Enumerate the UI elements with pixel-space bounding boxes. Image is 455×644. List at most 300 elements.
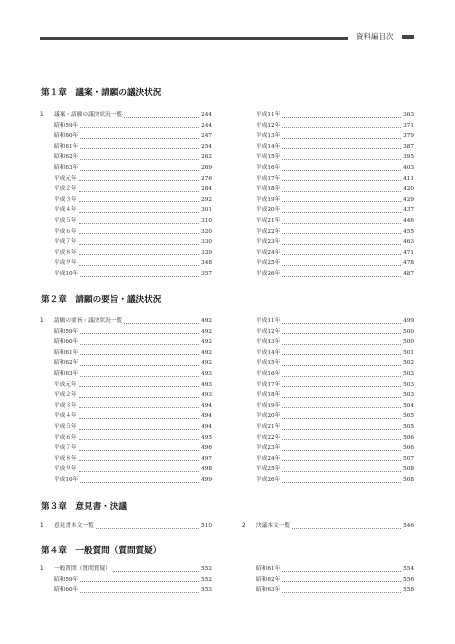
- toc-entry-text: 一般質問（質問質疑）: [54, 566, 111, 572]
- toc-entry[interactable]: [242, 454, 414, 465]
- toc-entry-text: 平成元年: [54, 381, 77, 388]
- running-header: 資料編目次: [356, 32, 394, 41]
- dot-leader: [282, 191, 401, 192]
- toc-entry-page: 497: [201, 455, 212, 462]
- toc-entry[interactable]: [40, 422, 212, 433]
- toc-entry[interactable]: [40, 521, 212, 532]
- toc-entry-label: [40, 258, 77, 269]
- dot-leader: [282, 170, 401, 171]
- dot-leader: [79, 450, 199, 451]
- toc-entry-text: 平成13年: [256, 339, 281, 346]
- toc-entry-page: 503: [403, 370, 414, 377]
- dot-leader: [79, 407, 199, 408]
- toc-entry-page: 494: [201, 402, 212, 409]
- toc-entry-label: [40, 174, 77, 185]
- toc-entry[interactable]: [242, 401, 414, 412]
- toc-entry[interactable]: [40, 433, 212, 444]
- toc-entry-label: [242, 142, 280, 153]
- toc-entry[interactable]: [242, 358, 414, 369]
- toc-entry[interactable]: [242, 237, 414, 248]
- toc-entry-page: 503: [403, 392, 414, 399]
- toc-entry[interactable]: [40, 248, 212, 259]
- toc-entry-label: [40, 131, 78, 142]
- toc-entry[interactable]: [242, 433, 414, 444]
- toc-entry-page: 502: [403, 360, 414, 367]
- toc-entry-label: [40, 216, 77, 227]
- toc-entry-text: 平成６年: [54, 434, 77, 441]
- toc-entry[interactable]: [242, 163, 414, 174]
- dot-leader: [292, 528, 401, 529]
- toc-entry[interactable]: [40, 575, 212, 586]
- toc-entry[interactable]: [40, 121, 212, 132]
- dot-leader: [80, 127, 199, 128]
- toc-entry-text: 平成５年: [54, 217, 77, 224]
- toc-entry-page: 553: [201, 587, 212, 594]
- toc-entry[interactable]: [40, 316, 212, 327]
- toc-entry-page: 500: [403, 339, 414, 346]
- dot-leader: [79, 429, 199, 430]
- toc-entry-label: [242, 258, 280, 269]
- dot-leader: [282, 418, 401, 419]
- chapter-title: 第３章 意見書・決議: [41, 502, 127, 512]
- toc-entry-text: 平成25年: [256, 466, 281, 473]
- toc-entry[interactable]: [40, 152, 212, 163]
- dot-leader: [282, 482, 401, 483]
- toc-entry-label: [242, 337, 280, 348]
- toc-entry-label: [242, 521, 290, 532]
- toc-column-left: [40, 521, 212, 532]
- dot-leader: [282, 333, 401, 334]
- toc-entry[interactable]: [242, 521, 414, 532]
- toc-entry-label: [242, 401, 280, 412]
- toc-entry-page: 558: [403, 587, 414, 594]
- toc-entry[interactable]: [242, 131, 414, 142]
- toc-entry-text: 平成16年: [256, 370, 281, 377]
- toc-entry-label: [40, 110, 122, 121]
- toc-entry-text: 平成17年: [256, 381, 281, 388]
- toc-column-right: [242, 521, 414, 532]
- dot-leader: [282, 244, 401, 245]
- toc-entry-text: 平成16年: [256, 164, 281, 171]
- toc-column-right: [242, 316, 414, 486]
- dot-leader: [282, 117, 401, 118]
- toc-entry-label: [40, 390, 77, 401]
- toc-entry[interactable]: [242, 585, 414, 596]
- toc-entry-page: 387: [403, 143, 414, 150]
- dot-leader: [282, 223, 401, 224]
- toc-entry[interactable]: [40, 142, 212, 153]
- toc-entry[interactable]: [40, 380, 212, 391]
- dot-leader: [79, 254, 199, 255]
- toc-entry-text: 請願の要旨・議決状況一覧: [54, 318, 123, 324]
- toc-entry-text: 平成７年: [54, 239, 77, 246]
- toc-entry-label: [242, 237, 280, 248]
- toc-entry-page: 395: [403, 154, 414, 161]
- toc-entry-label: [40, 585, 78, 596]
- toc-entry-text: 平成25年: [256, 260, 281, 267]
- toc-entry-text: 平成７年: [54, 445, 77, 452]
- toc-entry-text: 平成11年: [256, 112, 281, 118]
- dot-leader: [79, 439, 199, 440]
- toc-column-right: [242, 110, 414, 280]
- toc-entry-label: [242, 564, 280, 575]
- toc-entry[interactable]: [242, 380, 414, 391]
- toc-entry[interactable]: [40, 227, 212, 238]
- toc-entry[interactable]: [40, 464, 212, 475]
- toc-entry-text: 昭和59年: [54, 122, 79, 129]
- toc-entry[interactable]: [242, 121, 414, 132]
- toc-entry-page: 357: [201, 270, 212, 277]
- toc-entry-label: [242, 110, 280, 121]
- toc-entry[interactable]: [40, 237, 212, 248]
- dot-leader: [80, 276, 199, 277]
- toc-entry-page: 494: [201, 413, 212, 420]
- toc-entry-page: 471: [403, 249, 414, 256]
- toc-entry-label: [40, 205, 77, 216]
- toc-entry[interactable]: [40, 337, 212, 348]
- dot-leader: [282, 460, 401, 461]
- dot-leader: [96, 528, 199, 529]
- toc-entry[interactable]: [242, 443, 414, 454]
- toc-entry-page: 437: [403, 207, 414, 214]
- dot-leader: [282, 138, 401, 139]
- dot-leader: [79, 265, 199, 266]
- toc-entry-text: 昭和61年: [54, 143, 79, 150]
- header-rule: [40, 37, 348, 40]
- toc-entry-page: 247: [201, 133, 212, 140]
- dot-leader: [80, 354, 199, 355]
- dot-leader: [79, 397, 199, 398]
- header-mark: [402, 35, 414, 39]
- toc-entry-label: [40, 163, 78, 174]
- toc-entry-page: 498: [201, 466, 212, 473]
- toc-entry[interactable]: [40, 110, 212, 121]
- toc-entry-page: 493: [201, 392, 212, 399]
- dot-leader: [80, 365, 199, 366]
- dot-leader: [282, 471, 401, 472]
- toc-entry-label: [242, 184, 280, 195]
- toc-entry[interactable]: [242, 174, 414, 185]
- toc-entry[interactable]: [242, 411, 414, 422]
- chapter-title: 第４章 一般質問（質問質疑）: [41, 546, 162, 556]
- toc-entry-page: 244: [201, 112, 212, 118]
- toc-entry-label: [242, 327, 280, 338]
- toc-entry[interactable]: [40, 369, 212, 380]
- toc-entry-label: [242, 269, 280, 280]
- toc-entry-label: [242, 411, 280, 422]
- toc-entry[interactable]: [40, 163, 212, 174]
- toc-entry[interactable]: [40, 358, 212, 369]
- toc-entry-page: 503: [403, 381, 414, 388]
- dot-leader: [282, 180, 401, 181]
- toc-entry-text: 昭和60年: [54, 587, 79, 594]
- toc-entry-page: 506: [403, 434, 414, 441]
- toc-entry-page: 284: [201, 186, 212, 193]
- dot-leader: [282, 344, 401, 345]
- toc-entry-page: 310: [201, 217, 212, 224]
- toc-entry[interactable]: [40, 454, 212, 465]
- toc-entry-text: 平成21年: [256, 217, 281, 224]
- dot-leader: [113, 571, 199, 572]
- toc-entry-text: 平成12年: [256, 122, 281, 129]
- toc-entry-text: 平成５年: [54, 423, 77, 430]
- toc-entry-text: 平成18年: [256, 186, 281, 193]
- toc-entry-page: 276: [201, 175, 212, 182]
- dot-leader: [79, 212, 199, 213]
- dot-leader: [79, 233, 199, 234]
- toc-entry-text: 平成３年: [54, 196, 77, 203]
- toc-entry-label: [40, 269, 78, 280]
- toc-entry-page: 546: [403, 523, 414, 529]
- toc-entry[interactable]: [40, 401, 212, 412]
- toc-entry[interactable]: [40, 411, 212, 422]
- toc-entry-label: [40, 195, 77, 206]
- toc-entry-label: [242, 316, 280, 327]
- dot-leader: [80, 148, 199, 149]
- toc-entry-page: 504: [403, 402, 414, 409]
- toc-entry-page: 505: [403, 423, 414, 430]
- toc-entry-page: 320: [201, 228, 212, 235]
- dot-leader: [282, 439, 401, 440]
- toc-entry-page: 244: [201, 122, 212, 129]
- dot-leader: [282, 233, 401, 234]
- toc-entry-label: [40, 369, 78, 380]
- toc-entry-label: [242, 121, 280, 132]
- toc-entry-label: [40, 575, 78, 586]
- toc-entry[interactable]: [40, 184, 212, 195]
- toc-entry-number: 1: [40, 566, 44, 572]
- toc-entry-label: [242, 227, 280, 238]
- toc-entry-text: 平成26年: [256, 270, 281, 277]
- toc-entry[interactable]: [242, 327, 414, 338]
- toc-entry[interactable]: [242, 195, 414, 206]
- toc-entry-text: 平成17年: [256, 175, 281, 182]
- toc-entry-page: 292: [201, 196, 212, 203]
- toc-entry-page: 494: [201, 423, 212, 430]
- dot-leader: [282, 397, 401, 398]
- chapter-title: 第１章 議案・請願の議決状況: [41, 88, 162, 98]
- toc-entry-label: [40, 433, 77, 444]
- dot-leader: [79, 244, 199, 245]
- toc-entry-text: 平成元年: [54, 175, 77, 182]
- dot-leader: [80, 138, 199, 139]
- toc-entry[interactable]: [40, 585, 212, 596]
- dot-leader: [282, 450, 401, 451]
- toc-entry-number: 1: [40, 112, 44, 118]
- toc-entry[interactable]: [40, 131, 212, 142]
- toc-entry-label: [242, 152, 280, 163]
- toc-entry[interactable]: [242, 464, 414, 475]
- toc-entry-text: 平成10年: [54, 270, 79, 277]
- toc-entry-text: 平成18年: [256, 392, 281, 399]
- toc-entry[interactable]: [40, 258, 212, 269]
- toc-entry-page: 505: [403, 413, 414, 420]
- toc-entry-label: [40, 564, 111, 575]
- toc-entry-label: [40, 358, 78, 369]
- toc-entry-text: 平成22年: [256, 228, 281, 235]
- toc-entry-label: [40, 337, 78, 348]
- toc-entry-page: 446: [403, 217, 414, 224]
- toc-entry-text: 昭和59年: [54, 576, 79, 583]
- toc-entry[interactable]: [242, 316, 414, 327]
- toc-entry[interactable]: [40, 390, 212, 401]
- toc-entry[interactable]: [242, 390, 414, 401]
- toc-entry-label: [40, 411, 77, 422]
- toc-entry-text: 昭和61年: [256, 566, 281, 572]
- toc-entry-page: 301: [201, 207, 212, 214]
- dot-leader: [80, 344, 199, 345]
- toc-entry[interactable]: [242, 337, 414, 348]
- toc-entry-page: 496: [201, 445, 212, 452]
- toc-entry-label: [242, 174, 280, 185]
- toc-entry-text: 平成４年: [54, 207, 77, 214]
- toc-entry-label: [40, 121, 78, 132]
- toc-entry-number: 1: [40, 523, 44, 529]
- toc-entry-text: 昭和62年: [54, 360, 79, 367]
- toc-entry-label: [40, 248, 77, 259]
- dot-leader: [124, 117, 199, 118]
- dot-leader: [80, 581, 199, 582]
- toc-entry[interactable]: [242, 110, 414, 121]
- dot-leader: [79, 223, 199, 224]
- toc-entry-text: 平成２年: [54, 392, 77, 399]
- toc-entry-text: 平成11年: [256, 318, 281, 324]
- toc-entry-label: [40, 454, 77, 465]
- toc-entry-label: [40, 521, 94, 532]
- toc-entry-page: 492: [201, 360, 212, 367]
- toc-entry-text: 昭和59年: [54, 328, 79, 335]
- toc-entry-text: 昭和60年: [54, 133, 79, 140]
- toc-entry[interactable]: [40, 327, 212, 338]
- toc-entry-page: 552: [201, 566, 212, 572]
- toc-entry[interactable]: [40, 195, 212, 206]
- toc-entry-text: 昭和62年: [54, 154, 79, 161]
- toc-entry-page: 495: [201, 434, 212, 441]
- toc-entry-text: 平成２年: [54, 186, 77, 193]
- toc-entry-page: 493: [201, 381, 212, 388]
- toc-entry[interactable]: [40, 443, 212, 454]
- toc-entry[interactable]: [40, 174, 212, 185]
- dot-leader: [282, 365, 401, 366]
- toc-entry[interactable]: [242, 152, 414, 163]
- toc-entry-text: 平成19年: [256, 402, 281, 409]
- toc-entry-text: 平成23年: [256, 445, 281, 452]
- toc-entry-page: 510: [201, 523, 212, 529]
- toc-entry-label: [40, 227, 77, 238]
- dot-leader: [282, 386, 401, 387]
- toc-entry-text: 平成26年: [256, 476, 281, 483]
- toc-entry-page: 371: [403, 122, 414, 129]
- toc-entry-text: 平成22年: [256, 434, 281, 441]
- toc-entry[interactable]: [40, 269, 212, 280]
- toc-entry[interactable]: [242, 422, 414, 433]
- toc-entry-label: [242, 195, 280, 206]
- toc-entry-text: 平成23年: [256, 239, 281, 246]
- dot-leader: [282, 127, 401, 128]
- toc-entry[interactable]: [40, 205, 212, 216]
- toc-entry-text: 平成８年: [54, 455, 77, 462]
- toc-column-left: [40, 564, 212, 596]
- toc-entry-text: 平成14年: [256, 143, 281, 150]
- toc-entry-page: 379: [403, 133, 414, 140]
- toc-entry-page: 499: [403, 318, 414, 324]
- toc-entry-page: 554: [403, 566, 414, 572]
- toc-entry-text: 決議本文一覧: [256, 523, 291, 529]
- toc-entry-page: 330: [201, 239, 212, 246]
- toc-entry-page: 492: [201, 318, 212, 324]
- toc-entry-label: [242, 358, 280, 369]
- toc-entry-page: 269: [201, 164, 212, 171]
- toc-entry-page: 487: [403, 270, 414, 277]
- dot-leader: [80, 170, 199, 171]
- dot-leader: [282, 376, 401, 377]
- toc-entry-label: [40, 142, 78, 153]
- toc-entry-text: 昭和63年: [256, 587, 281, 594]
- toc-entry-label: [40, 443, 77, 454]
- dot-leader: [282, 354, 401, 355]
- toc-entry-page: 403: [403, 164, 414, 171]
- dot-leader: [282, 429, 401, 430]
- toc-entry-label: [242, 464, 280, 475]
- toc-entry[interactable]: [242, 475, 414, 486]
- toc-entry-label: [242, 575, 280, 586]
- toc-entry[interactable]: [242, 564, 414, 575]
- toc-entry-text: 平成19年: [256, 196, 281, 203]
- toc-entry-label: [242, 216, 280, 227]
- dot-leader: [282, 212, 401, 213]
- dot-leader: [282, 159, 401, 160]
- toc-entry-page: 254: [201, 143, 212, 150]
- toc-entry[interactable]: [242, 227, 414, 238]
- toc-entry[interactable]: [242, 369, 414, 380]
- dot-leader: [282, 323, 401, 324]
- toc-entry[interactable]: [242, 258, 414, 269]
- toc-entry[interactable]: [242, 205, 414, 216]
- toc-entry-text: 平成９年: [54, 466, 77, 473]
- toc-entry-label: [242, 348, 280, 359]
- toc-entry-page: 363: [403, 112, 414, 118]
- toc-entry[interactable]: [242, 216, 414, 227]
- toc-entry[interactable]: [242, 142, 414, 153]
- dot-leader: [282, 254, 401, 255]
- toc-entry[interactable]: [242, 269, 414, 280]
- toc-entry-label: [242, 585, 280, 596]
- toc-entry-text: 平成９年: [54, 260, 77, 267]
- toc-entry-page: 508: [403, 476, 414, 483]
- dot-leader: [80, 482, 199, 483]
- toc-entry[interactable]: [40, 475, 212, 486]
- toc-entry-label: [242, 422, 280, 433]
- toc-entry-text: 平成６年: [54, 228, 77, 235]
- toc-entry-page: 506: [403, 445, 414, 452]
- toc-entry-text: 昭和63年: [54, 164, 79, 171]
- toc-entry-text: 平成８年: [54, 249, 77, 256]
- toc-entry-page: 492: [201, 349, 212, 356]
- toc-entry[interactable]: [242, 184, 414, 195]
- toc-entry-text: 平成13年: [256, 133, 281, 140]
- toc-entry-label: [40, 422, 77, 433]
- toc-entry[interactable]: [40, 348, 212, 359]
- toc-entry[interactable]: [242, 348, 414, 359]
- toc-entry[interactable]: [40, 216, 212, 227]
- toc-entry[interactable]: [242, 248, 414, 259]
- toc-entry-label: [40, 316, 122, 327]
- toc-entry-page: 262: [201, 154, 212, 161]
- toc-entry-text: 平成15年: [256, 154, 281, 161]
- toc-entry[interactable]: [242, 575, 414, 586]
- toc-entry[interactable]: [40, 564, 212, 575]
- toc-entry-page: 463: [403, 239, 414, 246]
